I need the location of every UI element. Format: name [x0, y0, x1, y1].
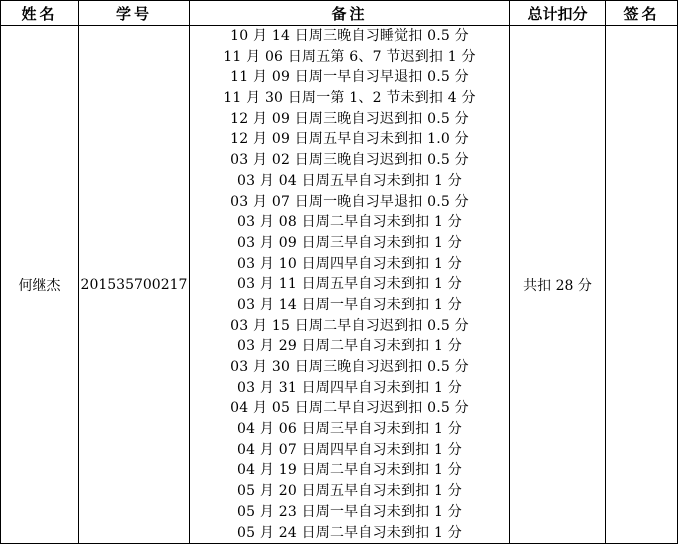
note-line: 12 月 09 日周三晚自习迟到扣 0.5 分 [230, 110, 469, 127]
note-line: 03 月 02 日周三晚自习迟到扣 0.5 分 [230, 152, 469, 169]
note-line: 03 月 30 日周三晚自习迟到扣 0.5 分 [230, 359, 469, 375]
note-line: 04 月 07 日周四早自习未到扣 1 分 [237, 441, 462, 458]
note-line: 03 月 07 日周一晚自习早退扣 0.5 分 [230, 193, 469, 210]
note-line: 04 月 19 日周二早自习未到扣 1 分 [237, 462, 462, 479]
signature-cell [606, 26, 678, 544]
note-line: 03 月 15 日周二早自习迟到扣 0.5 分 [230, 317, 469, 334]
notes-cell [190, 26, 510, 544]
notes-list [190, 26, 509, 543]
note-line: 03 月 04 日周五早自习未到扣 1 分 [237, 172, 462, 189]
note-line: 12 月 09 日周五早自习未到扣 1.0 分 [230, 131, 469, 148]
header-signature: 签名 [606, 1, 678, 26]
header-row [1, 1, 678, 26]
note-line: 03 月 31 日周四早自习未到扣 1 分 [237, 379, 462, 396]
note-line: 03 月 14 日周一早自习未到扣 1 分 [237, 296, 462, 313]
table-row [1, 26, 678, 544]
note-line: 03 月 08 日周二早自习未到扣 1 分 [237, 214, 462, 231]
header-student-id: 学号 [79, 1, 190, 26]
header-total: 总计扣分 [510, 1, 606, 26]
note-line: 03 月 10 日周四早自习未到扣 1 分 [237, 255, 462, 272]
note-line: 10 月 14 日周三晚自习睡觉扣 0.5 分 [230, 28, 469, 44]
note-line: 11 月 06 日周五第 6、7 节迟到扣 1 分 [223, 48, 476, 65]
note-line: 05 月 24 日周二早自习未到扣 1 分 [237, 524, 462, 541]
note-line: 04 月 06 日周三早自习未到扣 1 分 [237, 421, 462, 438]
header-name: 姓名 [1, 1, 79, 26]
student-id-cell: 201535700217 [79, 26, 190, 544]
note-line: 04 月 05 日周二早自习迟到扣 0.5 分 [230, 400, 469, 417]
note-line: 11 月 09 日周一早自习早退扣 0.5 分 [230, 69, 469, 86]
note-line: 03 月 09 日周三早自习未到扣 1 分 [237, 234, 462, 251]
student-name-cell: 何继杰 [1, 26, 79, 544]
note-line: 05 月 20 日周五早自习未到扣 1 分 [237, 483, 462, 500]
note-line: 11 月 30 日周一第 1、2 节未到扣 4 分 [223, 90, 476, 107]
note-line: 03 月 29 日周二早自习未到扣 1 分 [237, 338, 462, 355]
note-line: 03 月 11 日周五早自习未到扣 1 分 [237, 276, 462, 293]
note-line: 05 月 23 日周一早自习未到扣 1 分 [237, 503, 462, 520]
header-notes: 备注 [190, 1, 510, 26]
total-deduction-cell: 共扣 28 分 [510, 26, 606, 544]
